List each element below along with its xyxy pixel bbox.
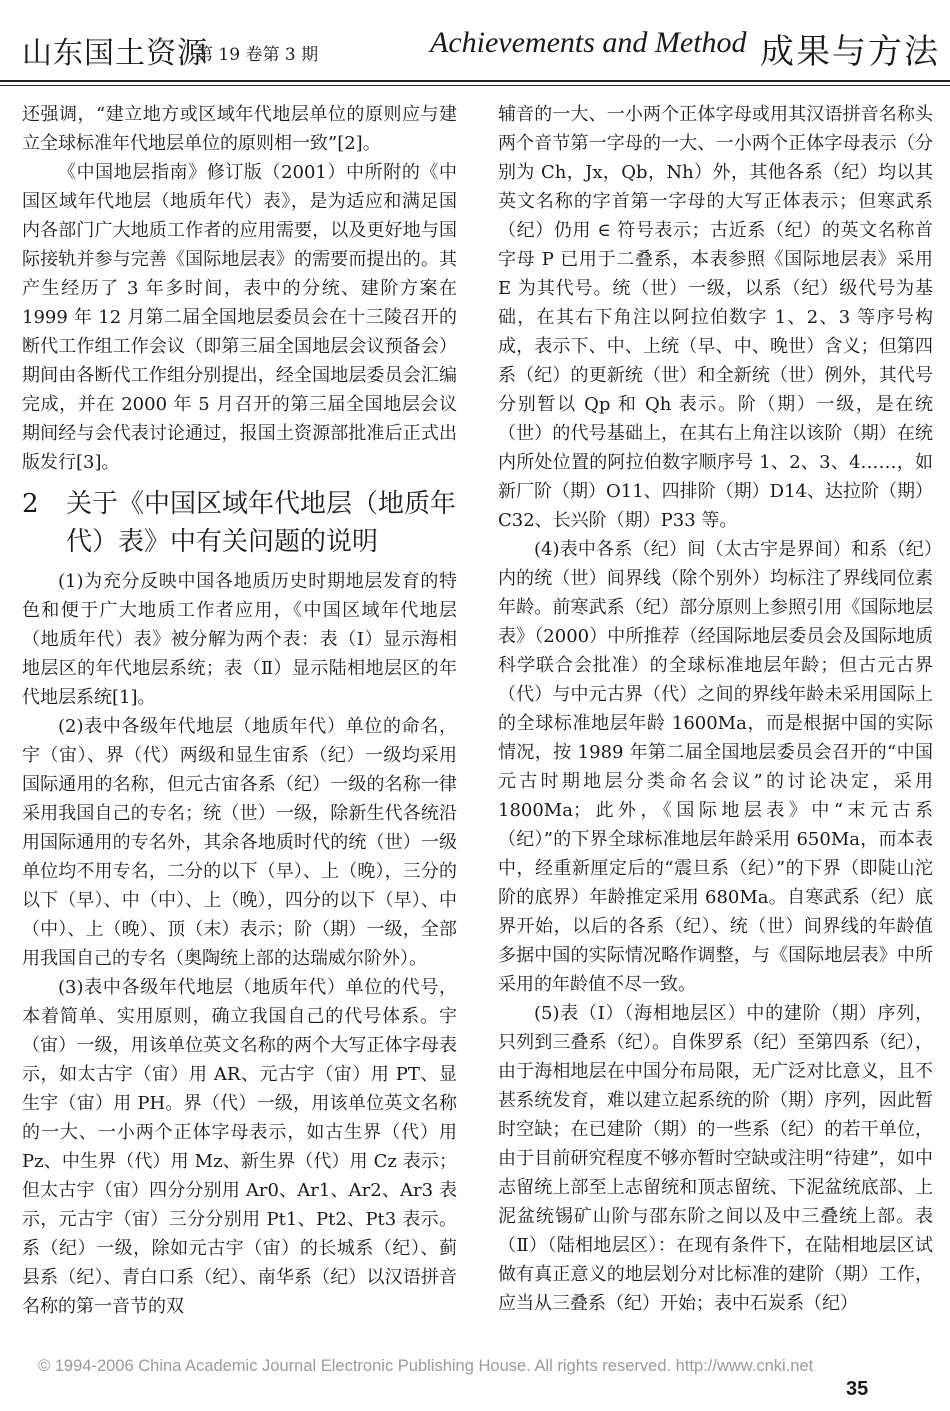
section-heading-text: 关于《中国区域年代地层（地质年代）表》中有关问题的说明 bbox=[66, 489, 457, 557]
paragraph: 还强调，“建立地方或区域年代地层单位的原则应与建立全球标准年代地层单位的原则相一致”[2]。 bbox=[22, 104, 457, 154]
section-number: 2 bbox=[22, 489, 39, 519]
paragraph: (4)表中各系（纪）间（太古宇是界间）和系（纪）内的统（世）间界线（除个别外）均标注了界线同位素年龄。前寒武系（纪）部分原则上参照引用《国际地层表》（2000）中所推荐（经国际地层委员会及国际地质科学联合会批准）的全球标准地层年龄；但古元古界（代）与中元古界（代）之间的界线年龄未采用国际上的全球标准地层年龄 1600Ma，而是根据中国的实际情况，按 1989 年第二届全国地层委员会召开的“中国元古时期地层分类命名会议”的讨论决定，采用 1800Ma；此外，《国际地层表》中“末元古系（纪）”的下界全球标准地层年龄采用 650Ma，而本表中，经重新厘定后的“震旦系（纪）”的下界（即陡山沱阶的底界）年龄推定采用 680Ma。自寒武系（纪）底界开始，以后的各系（纪）、统（世）间界线的年龄值多据中国的实际情况略作调整，与《国际地层表》中所采用的年龄值不尽一致。 bbox=[498, 539, 933, 995]
paragraph: 《中国地层指南》修订版（2001）中所附的《中国区域年代地层（地质年代）表》，是为适应和满足国内各部门广大地质工作者的应用需要，以及更好地与国际接轨并参与完善《国际地层表》的需要而提出的。其产生经历了 3 年多时间，表中的分统、建阶方案在 1999 年 12 月第二届全国地层委员会在十三陵召开的断代工作组工作会议（即第三届全国地层会议预备会）期间由各断代工作组分别提出，经全国地层委员会汇编完成，并在 2000 年 5 月召开的第三届全国地层会议期间经与会代表讨论通过，报国土资源部批准后正式出版发行[3]。 bbox=[22, 162, 457, 473]
right-column bbox=[498, 100, 933, 1318]
page-header bbox=[0, 0, 950, 80]
header-rule bbox=[0, 80, 950, 82]
copyright-notice: © 1994-2006 China Academic Journal Electronic Publishing House. All rights reserved. http://www.cnki.net bbox=[38, 1357, 814, 1375]
section-heading bbox=[22, 485, 457, 561]
header-rule-thin bbox=[0, 85, 950, 86]
section-chinese-title: 成果与方法 bbox=[760, 32, 940, 72]
section-english-title: Achievements and Method bbox=[430, 26, 747, 59]
paragraph: 辅音的一大、一小两个正体字母或用其汉语拼音名称头两个音节第一字母的一大、一小两个正体字母表示（分别为 Ch，Jx，Qb，Nh）外，其他各系（纪）均以其英文名称的字首第一字母的大写正体表示；但寒武系（纪）仍用 ∈ 符号表示；古近系（纪）的英文名称首字母 P 已用于二叠系，本表参照《国际地层表》采用 E 为其代号。统（世）一级，以系（纪）级代号为基础，在其右下角注以阿拉伯数字 1、2、3 等序号构成，表示下、中、上统（早、中、晚世）含义；但第四系（纪）的更新统（世）和全新统（世）例外，其代号分别暂以 Qp 和 Qh 表示。阶（期）一级，是在统（世）的代号基础上，在其右上角注以该阶（期）在统内所处位置的阿拉伯数字顺序号 1、2、3、4……，如新厂阶（期）O11、四排阶（期）D14、达拉阶（期）C32、长兴阶（期）P33 等。 bbox=[498, 104, 933, 531]
paragraph: (5)表（Ⅰ）（海相地层区）中的建阶（期）序列，只列到三叠系（纪）。自侏罗系（纪）至第四系（纪），由于海相地层在中国分布局限，无广泛对比意义，且不甚系统发育，难以建立起系统的阶（期）序列，因此暂时空缺；在已建阶（期）的一些系（纪）的若干单位，由于目前研究程度不够亦暂时空缺或注明“待建”，如中志留统上部至上志留统和顶志留统、下泥盆统底部、上泥盆统锡矿山阶与邵东阶之间以及中三叠统上部。表（Ⅱ）（陆相地层区）：在现有条件下，在陆相地层区试做有真正意义的地层划分对比标准的建阶（期）工作，应当从三叠系（纪）开始；表中石炭系（纪） bbox=[498, 1003, 933, 1314]
paragraph: (3)表中各级年代地层（地质年代）单位的代号，本着简单、实用原则，确立我国自己的代号体系。宇（宙）一级，用该单位英文名称的两个大写正体字母表示，如太古宇（宙）用 AR、元古宇（宙）用 PT、显生宇（宙）用 PH。界（代）一级，用该单位英文名称的一大、一小两个正体字母表示，如古生界（代）用 Pz、中生界（代）用 Mz、新生界（代）用 Cz 表示；但太古宇（宙）四分分别用 Ar0、Ar1、Ar2、Ar3 表示，元古宇（宙）三分分别用 Pt1、Pt2、Pt3 表示。系（纪）一级，除如元古宇（宙）的长城系（纪）、蓟县系（纪）、青白口系（纪）、南华系（纪）以汉语拼音名称的第一音节的双 bbox=[22, 977, 457, 1317]
issue-info: 第 19 卷第 3 期 bbox=[196, 45, 319, 65]
paragraph: (1)为充分反映中国各地质历史时期地层发育的特色和便于广大地质工作者应用，《中国区域年代地层（地质年代）表》被分解为两个表：表（Ⅰ）显示海相地层区的年代地层系统；表（Ⅱ）显示陆相地层区的年代地层系统[1]。 bbox=[22, 571, 457, 708]
paragraph: (2)表中各级年代地层（地质年代）单位的命名，宇（宙）、界（代）两级和显生宙系（纪）一级均采用国际通用的名称，但元古宙各系（纪）一级的名称一律采用我国自己的专名；统（世）一级，除新生代各统沿用国际通用的专名外，其余各地质时代的统（世）一级单位均不用专名，二分的以下（早）、上（晚），三分的以下（早）、中（中）、上（晚），四分的以下（早）、中（中）、上（晚）、顶（末）表示；阶（期）一级，全部用我国自己的专名（奥陶统上部的达瑞威尔阶外）。 bbox=[22, 716, 457, 969]
left-column bbox=[22, 100, 457, 1321]
page-number: 35 bbox=[846, 1378, 869, 1400]
journal-name: 山东国土资源 bbox=[22, 36, 208, 71]
